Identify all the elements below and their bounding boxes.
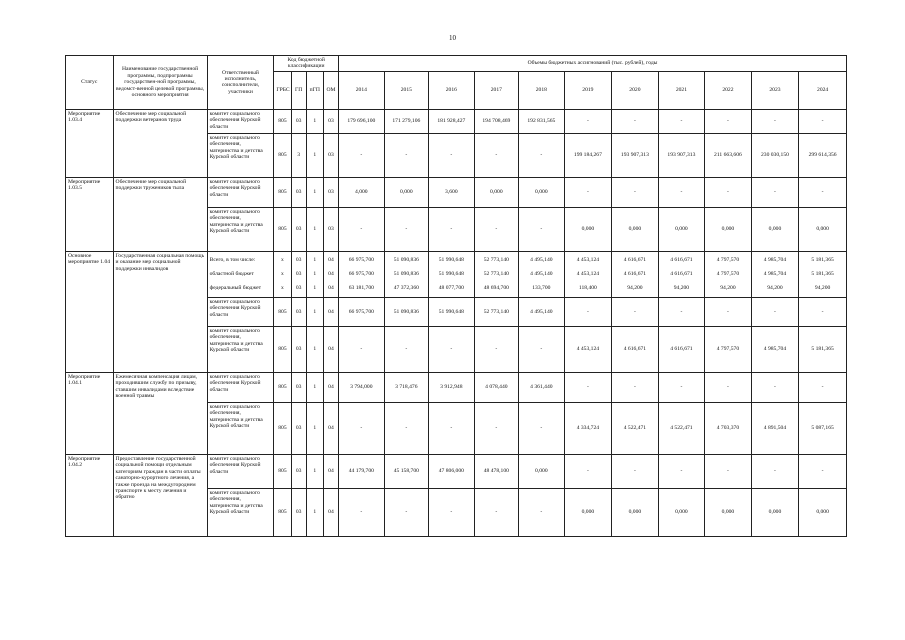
- value-cell: 3 912,948: [429, 372, 475, 402]
- value-line: 51 990,648: [438, 257, 464, 264]
- value-cell: 0,000: [705, 488, 752, 536]
- code-cell: 03: [323, 109, 338, 133]
- code-col-header: ГП: [291, 71, 306, 109]
- value-cell: 299 614,356: [799, 133, 847, 177]
- value-cell: -: [384, 207, 429, 251]
- code-cell: 1: [306, 109, 323, 133]
- value-cell: 0,000: [751, 207, 799, 251]
- value-cell: -: [384, 488, 429, 536]
- value-cell: -: [384, 326, 429, 372]
- name-header: Наименование государственной программы, подпрограммы государствен-ной программы, ведомст-венной целевой программы, основного мероприятия: [113, 56, 207, 110]
- value-line: 4 985,704: [763, 271, 787, 278]
- code-col-header: ГРБС: [274, 71, 291, 109]
- code-line: 03: [295, 257, 302, 264]
- code-cell: 04: [323, 488, 338, 536]
- executor-line: федеральный бюджет: [209, 284, 262, 291]
- code-cell: 805: [274, 372, 291, 402]
- value-cell: -: [799, 454, 847, 488]
- code-line: 04: [328, 257, 334, 264]
- executor-line: Всего, в том числе:: [209, 256, 256, 263]
- table-row: [66, 177, 847, 207]
- value-line: 66 975,700: [348, 271, 374, 278]
- value-cell: -: [751, 372, 799, 402]
- code-cell: 03: [291, 326, 306, 372]
- year-header: 2015: [384, 71, 429, 109]
- value-cell: [384, 251, 429, 297]
- code-cell: 805: [274, 454, 291, 488]
- year-header: 2024: [799, 71, 847, 109]
- value-line: 66 975,700: [348, 257, 374, 264]
- code-cell: 1: [306, 133, 323, 177]
- executor-cell: комитет социального обеспечения Курской области: [207, 177, 274, 207]
- year-header: 2021: [658, 71, 705, 109]
- value-cell: 0,000: [612, 488, 659, 536]
- code-cell: 805: [274, 133, 291, 177]
- value-cell: -: [519, 488, 565, 536]
- code-cell: 03: [291, 207, 306, 251]
- value-cell: 0,000: [799, 488, 847, 536]
- value-cell: -: [799, 109, 847, 133]
- value-cell: -: [564, 454, 612, 488]
- value-cell: 3 794,000: [339, 372, 385, 402]
- executor-cell: комитет социального обеспечения, материнства и детства Курской области: [207, 488, 274, 536]
- volumes-header: Объемы бюджетных ассигнований (тыс. рублей), годы: [339, 56, 847, 72]
- value-line: 51 090,836: [393, 271, 419, 278]
- program-name-cell: Обеспечение мер социальной поддержки ветеранов труда: [113, 109, 207, 177]
- value-cell: [339, 251, 385, 297]
- value-cell: -: [612, 372, 659, 402]
- executor-cell: комитет социального обеспечения Курской области: [207, 297, 274, 326]
- value-line: 4 453,124: [576, 271, 600, 278]
- value-cell: 0,000: [612, 207, 659, 251]
- code-cell: 03: [291, 177, 306, 207]
- value-cell: -: [612, 297, 659, 326]
- value-line: 51 990,648: [438, 271, 464, 278]
- value-cell: 4 616,671: [612, 326, 659, 372]
- code-cell: 1: [306, 402, 323, 454]
- value-cell: 3,600: [429, 177, 475, 207]
- value-cell: 194 708,469: [474, 109, 519, 133]
- value-cell: 4 361,440: [519, 372, 565, 402]
- value-line: 52 773,140: [483, 271, 509, 278]
- code-cell: 03: [323, 207, 338, 251]
- value-line: 4 985,704: [763, 257, 787, 264]
- value-cell: 192 831,565: [519, 109, 565, 133]
- value-cell: -: [474, 488, 519, 536]
- value-cell: -: [564, 297, 612, 326]
- value-line: 4 616,671: [670, 271, 693, 278]
- value-line: 48 077,700: [438, 285, 464, 292]
- value-line: 4 495,140: [530, 257, 553, 264]
- value-line: 48 694,700: [483, 285, 509, 292]
- code-cell: 03: [291, 109, 306, 133]
- value-cell: [612, 251, 659, 297]
- value-cell: 211 663,606: [705, 133, 752, 177]
- value-cell: -: [612, 109, 659, 133]
- value-cell: -: [612, 454, 659, 488]
- value-cell: 4 703,370: [705, 402, 752, 454]
- value-line: 4 495,140: [530, 271, 553, 278]
- code-cell: 1: [306, 297, 323, 326]
- status-cell: Мероприятие 1.03.5: [66, 177, 114, 251]
- status-cell: Основное мероприятие 1.04: [66, 251, 114, 372]
- code-cell: 1: [306, 488, 323, 536]
- value-cell: -: [799, 372, 847, 402]
- value-cell: [705, 251, 752, 297]
- value-cell: 5 087,165: [799, 402, 847, 454]
- value-cell: 0,000: [519, 454, 565, 488]
- value-cell: 0,000: [658, 207, 705, 251]
- value-cell: 4 616,671: [658, 326, 705, 372]
- executor-cell: комитет социального обеспечения Курской области: [207, 372, 274, 402]
- value-cell: [429, 251, 475, 297]
- code-cell: 03: [323, 177, 338, 207]
- value-cell: 230 030,150: [751, 133, 799, 177]
- code-line: x: [281, 257, 284, 264]
- code-cell: 03: [291, 402, 306, 454]
- value-cell: -: [474, 326, 519, 372]
- code-cell: [323, 251, 338, 297]
- value-cell: -: [751, 109, 799, 133]
- executor-cell: комитет социального обеспечения Курской области: [207, 109, 274, 133]
- code-line: x: [281, 285, 284, 292]
- code-cell: 03: [291, 488, 306, 536]
- value-line: 94,200: [673, 285, 690, 292]
- code-cell: 03: [291, 454, 306, 488]
- status-cell: Мероприятие 1.04.1: [66, 372, 114, 454]
- value-cell: 0,000: [519, 177, 565, 207]
- value-cell: 4 078,440: [474, 372, 519, 402]
- value-cell: 0,000: [705, 207, 752, 251]
- value-cell: 66 975,700: [339, 297, 385, 326]
- value-line: 94,200: [720, 285, 736, 292]
- code-cell: 04: [323, 372, 338, 402]
- code-cell: 805: [274, 207, 291, 251]
- code-line: 04: [328, 285, 334, 292]
- code-cell: 04: [323, 326, 338, 372]
- value-cell: -: [429, 488, 475, 536]
- value-cell: 199 184,267: [564, 133, 612, 177]
- code-cell: 1: [306, 326, 323, 372]
- value-cell: 47 806,000: [429, 454, 475, 488]
- value-cell: 52 773,140: [474, 297, 519, 326]
- year-header: 2023: [751, 71, 799, 109]
- value-cell: -: [474, 133, 519, 177]
- value-cell: 4 522,471: [612, 402, 659, 454]
- value-cell: -: [564, 177, 612, 207]
- value-cell: -: [658, 109, 705, 133]
- value-cell: -: [429, 326, 475, 372]
- value-cell: 4 495,140: [519, 297, 565, 326]
- value-cell: 4 797,570: [705, 326, 752, 372]
- code-col-header: ОМ: [323, 71, 338, 109]
- value-cell: -: [658, 297, 705, 326]
- code-cell: 04: [323, 454, 338, 488]
- code-line: 1: [313, 285, 317, 292]
- value-cell: -: [339, 402, 385, 454]
- value-cell: -: [799, 177, 847, 207]
- value-cell: -: [658, 372, 705, 402]
- value-cell: 4 891,504: [751, 402, 799, 454]
- value-line: 4 797,570: [716, 257, 740, 264]
- code-cell: [274, 251, 291, 297]
- value-cell: 0,000: [751, 488, 799, 536]
- executor-cell: комитет социального обеспечения, материнства и детства Курской области: [207, 207, 274, 251]
- value-line: 4 616,671: [623, 257, 647, 264]
- code-cell: 805: [274, 402, 291, 454]
- code-line: 04: [328, 271, 334, 278]
- budget-table: [65, 55, 847, 537]
- value-cell: 0,000: [474, 177, 519, 207]
- page-number: 10: [449, 34, 456, 42]
- value-cell: [799, 251, 847, 297]
- value-line: 94,200: [814, 285, 831, 292]
- value-cell: 5 181,365: [799, 326, 847, 372]
- executor-cell: комитет социального обеспечения, материнства и детства Курской области: [207, 133, 274, 177]
- value-cell: 171 279,106: [384, 109, 429, 133]
- code-cell: 805: [274, 177, 291, 207]
- value-cell: 4 985,704: [751, 326, 799, 372]
- value-cell: -: [564, 372, 612, 402]
- value-line: 51 090,836: [393, 257, 419, 264]
- value-cell: -: [751, 454, 799, 488]
- executor-cell: комитет социального обеспечения, материнства и детства Курской области: [207, 402, 274, 454]
- value-cell: 193 907,313: [658, 133, 705, 177]
- value-cell: [658, 251, 705, 297]
- value-cell: -: [519, 402, 565, 454]
- value-line: 52 773,140: [483, 257, 509, 264]
- code-cell: 1: [306, 454, 323, 488]
- value-cell: -: [339, 207, 385, 251]
- value-cell: -: [519, 326, 565, 372]
- value-cell: -: [429, 207, 475, 251]
- code-line: 03: [295, 285, 302, 292]
- value-line: 4 616,671: [623, 271, 647, 278]
- value-cell: 181 928,427: [429, 109, 475, 133]
- code-cell: [306, 251, 323, 297]
- value-cell: 0,000: [564, 207, 612, 251]
- value-line: 133,700: [532, 285, 551, 292]
- value-cell: -: [751, 297, 799, 326]
- value-cell: -: [384, 133, 429, 177]
- code-cell: 805: [274, 297, 291, 326]
- code-cell: [291, 251, 306, 297]
- value-cell: -: [799, 297, 847, 326]
- year-header: 2022: [705, 71, 752, 109]
- code-line: 03: [295, 271, 302, 278]
- code-cell: 1: [306, 207, 323, 251]
- value-cell: -: [474, 207, 519, 251]
- value-cell: 4 334,724: [564, 402, 612, 454]
- table-row: [66, 109, 847, 133]
- value-cell: -: [519, 133, 565, 177]
- code-col-header: пГП: [306, 71, 323, 109]
- program-name-cell: Обеспечение мер социальной поддержки тружеников тыла: [113, 177, 207, 251]
- code-cell: 04: [323, 297, 338, 326]
- value-cell: 0,000: [564, 488, 612, 536]
- value-line: 94,200: [627, 285, 643, 292]
- value-cell: 45 158,700: [384, 454, 429, 488]
- value-cell: -: [658, 177, 705, 207]
- code-line: 1: [313, 271, 317, 278]
- value-cell: -: [751, 177, 799, 207]
- value-cell: -: [474, 402, 519, 454]
- executor-cell: комитет социального обеспечения, материнства и детства Курской области: [207, 326, 274, 372]
- value-line: 4 797,570: [716, 271, 740, 278]
- value-line: 94,200: [767, 285, 783, 292]
- value-line: 118,400: [578, 285, 597, 292]
- value-cell: -: [658, 454, 705, 488]
- program-name-cell: Ежемесячная компенсация лицам, проходившим службу по призыву, ставшим инвалидами вследствие военной травмы: [113, 372, 207, 454]
- table-row: [66, 251, 847, 297]
- value-cell: 0,000: [658, 488, 705, 536]
- value-line: 5 181,365: [811, 257, 834, 264]
- value-cell: 179 696,100: [339, 109, 385, 133]
- code-line: 1: [313, 257, 317, 264]
- value-cell: -: [339, 326, 385, 372]
- executor-cell: комитет социального обеспечения Курской области: [207, 454, 274, 488]
- value-cell: 51 990,648: [429, 297, 475, 326]
- value-line: 4 453,124: [576, 257, 600, 264]
- table-header: [66, 56, 847, 110]
- program-name-cell: Государственная социальная помощь и оказание мер социальной поддержки инвалидов: [113, 251, 207, 372]
- value-cell: [751, 251, 799, 297]
- year-header: 2016: [429, 71, 475, 109]
- value-cell: 0,000: [384, 177, 429, 207]
- table-row: [66, 372, 847, 402]
- value-cell: -: [564, 109, 612, 133]
- value-cell: [519, 251, 565, 297]
- value-cell: -: [705, 177, 752, 207]
- year-header: 2019: [564, 71, 612, 109]
- code-line: x: [281, 271, 284, 278]
- status-cell: Мероприятие 1.04.2: [66, 454, 114, 536]
- value-cell: [474, 251, 519, 297]
- table-row: [66, 454, 847, 488]
- value-cell: 193 907,313: [612, 133, 659, 177]
- executor-header: Ответственный исполнитель, соисполнители, участники: [207, 56, 274, 110]
- code-cell: 805: [274, 488, 291, 536]
- value-cell: [564, 251, 612, 297]
- value-cell: 3 718,476: [384, 372, 429, 402]
- value-cell: -: [429, 133, 475, 177]
- value-line: 47 372,360: [393, 285, 419, 292]
- budget-code-header: Код бюджетной классификации: [274, 56, 339, 72]
- value-cell: 48 478,100: [474, 454, 519, 488]
- value-cell: 51 090,836: [384, 297, 429, 326]
- value-cell: -: [705, 109, 752, 133]
- code-cell: 805: [274, 326, 291, 372]
- code-cell: 805: [274, 109, 291, 133]
- value-cell: -: [612, 177, 659, 207]
- value-line: 4 616,671: [670, 257, 693, 264]
- value-line: 63 181,700: [348, 285, 374, 292]
- value-cell: 44 179,700: [339, 454, 385, 488]
- value-cell: -: [705, 372, 752, 402]
- value-cell: -: [705, 454, 752, 488]
- year-header: 2018: [519, 71, 565, 109]
- year-header: 2017: [474, 71, 519, 109]
- value-cell: 0,000: [799, 207, 847, 251]
- value-cell: -: [339, 133, 385, 177]
- executor-line: областной бюджет: [209, 270, 254, 277]
- value-cell: 4 453,124: [564, 326, 612, 372]
- year-header: 2020: [612, 71, 659, 109]
- value-cell: -: [429, 402, 475, 454]
- value-cell: -: [339, 488, 385, 536]
- code-cell: 03: [291, 372, 306, 402]
- value-cell: 4 522,471: [658, 402, 705, 454]
- code-cell: 1: [306, 372, 323, 402]
- value-cell: -: [384, 402, 429, 454]
- status-cell: Мероприятие 1.03.4: [66, 109, 114, 177]
- code-cell: 1: [306, 177, 323, 207]
- code-cell: 3: [291, 133, 306, 177]
- value-cell: -: [519, 207, 565, 251]
- executor-cell: [207, 251, 274, 297]
- program-name-cell: Предоставление государственной социальной помощи отдельным категориям граждан в части оплаты санаторно-курортного лечения, а также проезда на междугороднем транспорте к месту лечения и обратно: [113, 454, 207, 536]
- value-cell: -: [705, 297, 752, 326]
- code-cell: 04: [323, 402, 338, 454]
- value-line: 5 181,365: [811, 271, 834, 278]
- status-header: Статус: [66, 56, 114, 110]
- value-cell: 4,000: [339, 177, 385, 207]
- code-cell: 03: [291, 297, 306, 326]
- code-cell: 03: [323, 133, 338, 177]
- year-header: 2014: [339, 71, 385, 109]
